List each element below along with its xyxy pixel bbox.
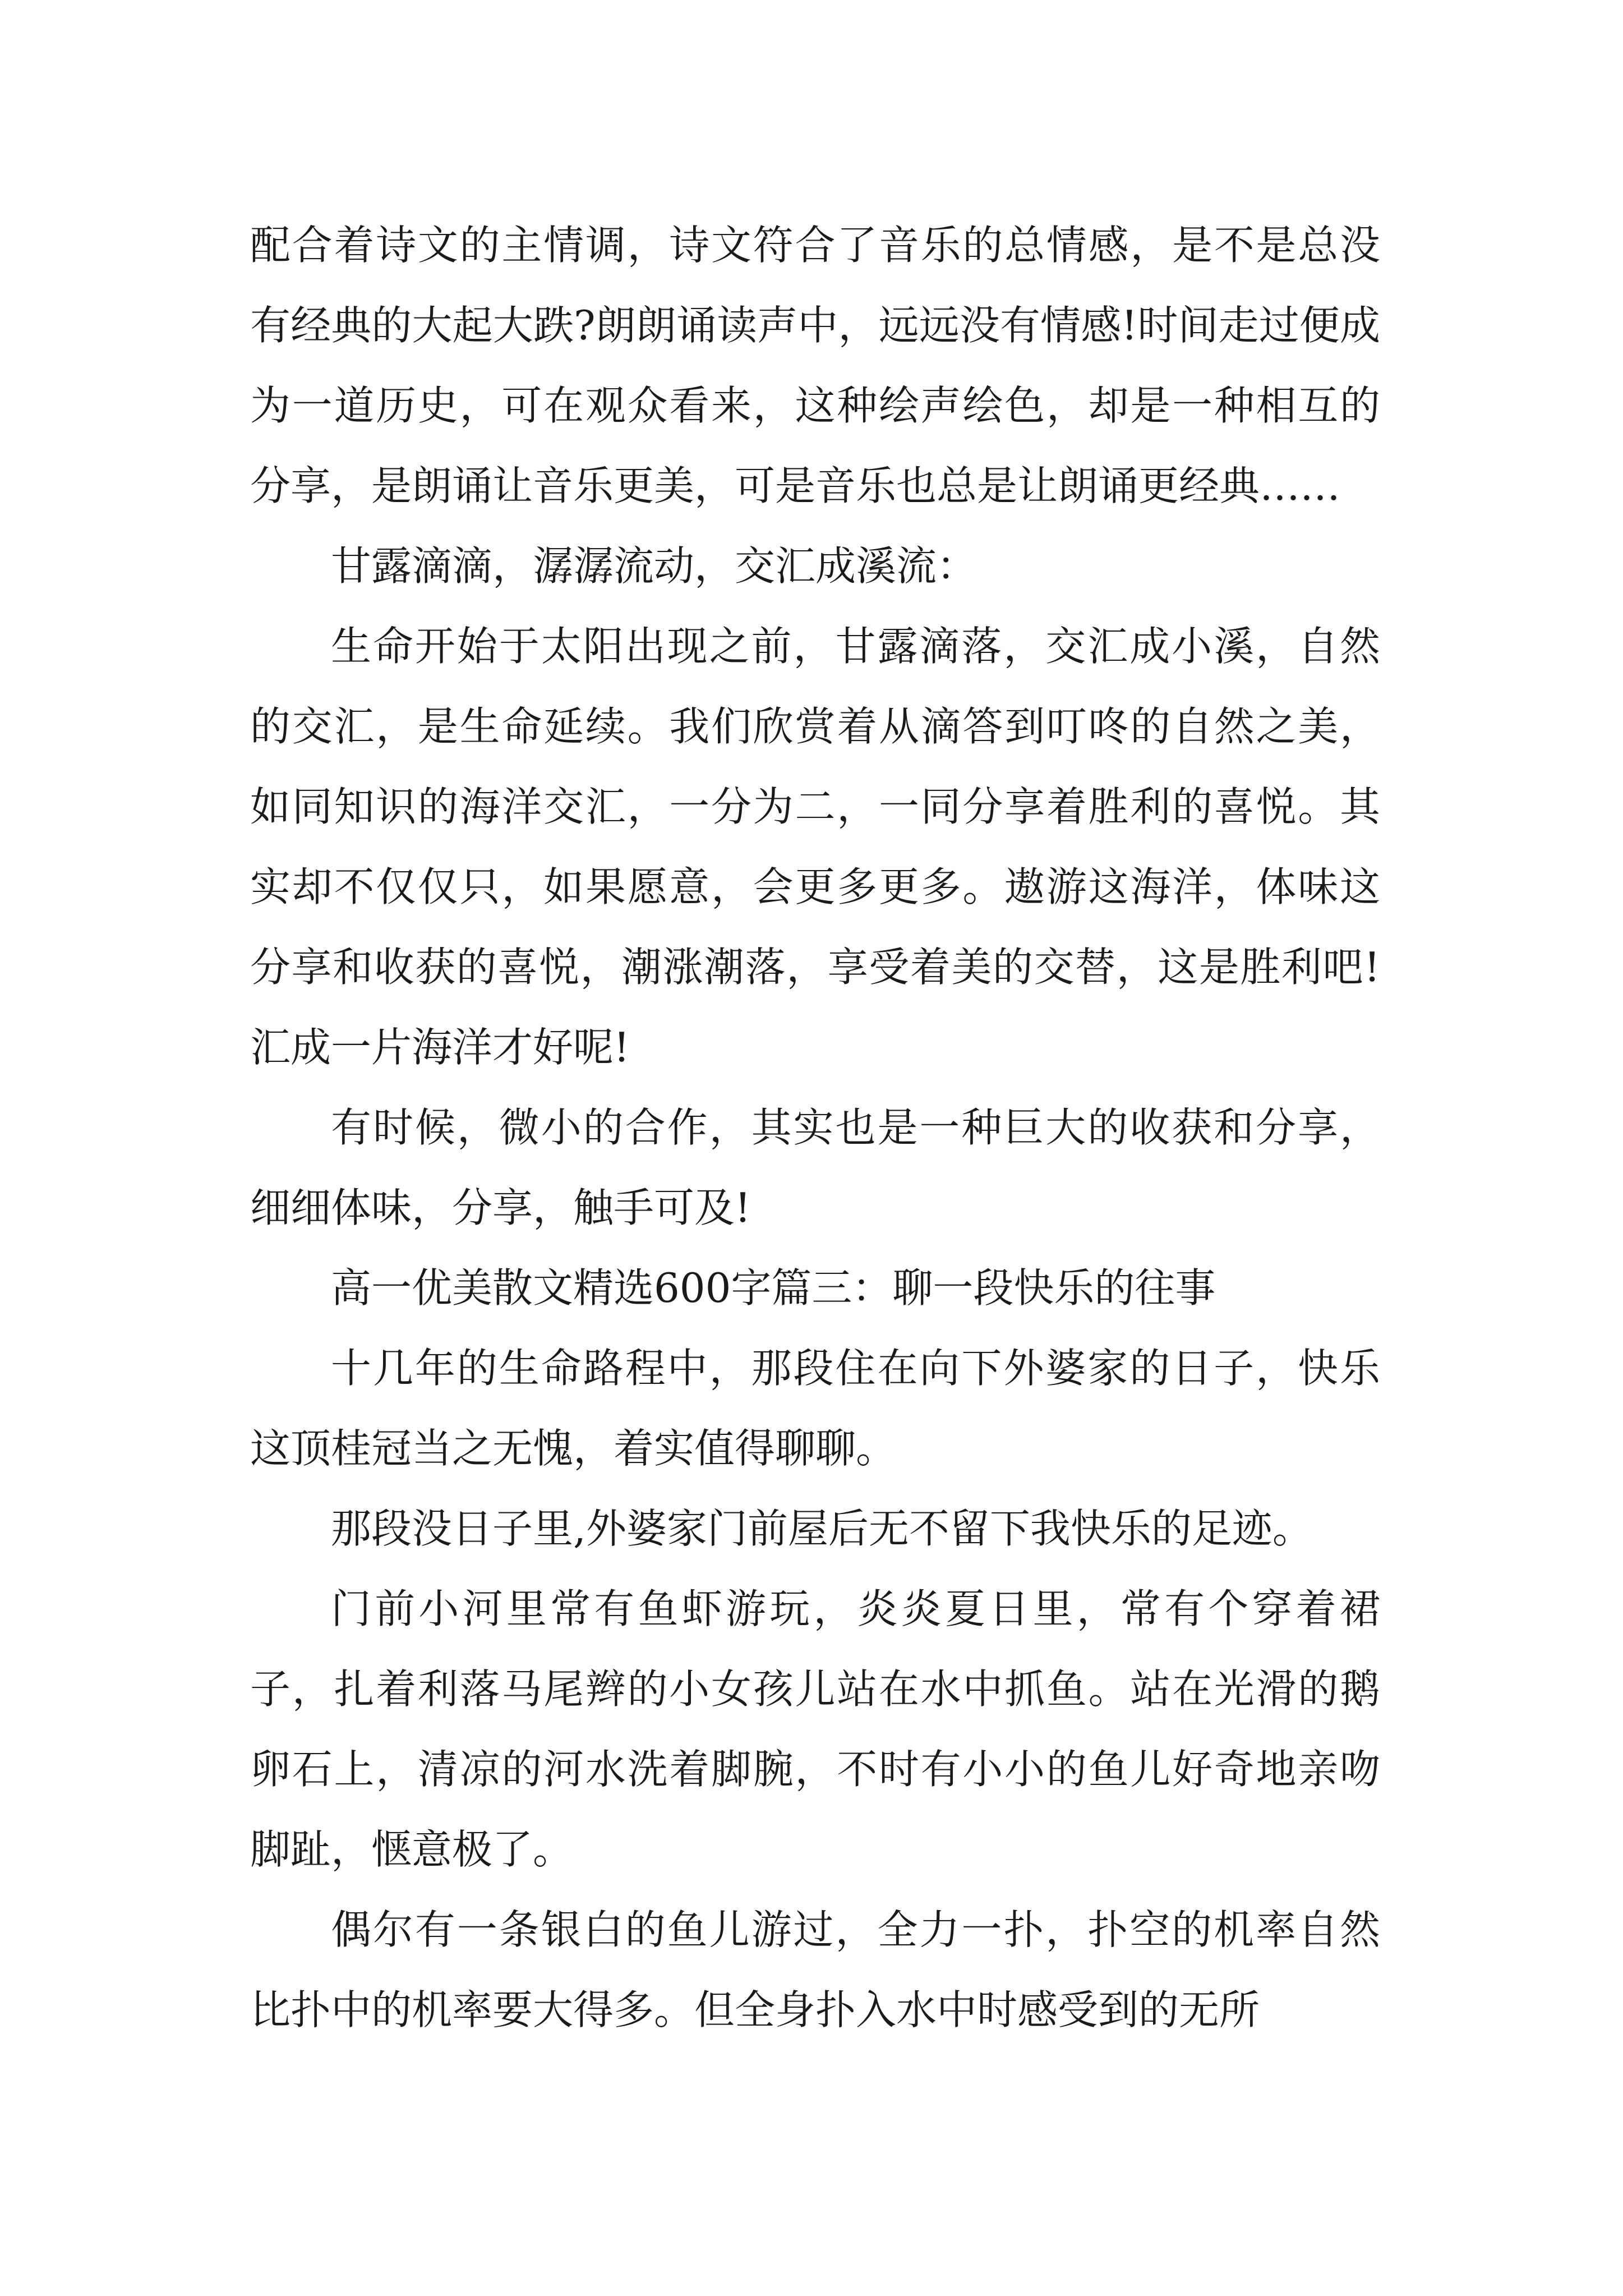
document-body: [250, 205, 1380, 2050]
paragraph: 那段没日子里,外婆家门前屋后无不留下我快乐的足迹。: [331, 1505, 1313, 1552]
paragraph: 门前小河里常有鱼虾游玩，炎炎夏日里，常有个穿着裙子，扎着利落马尾辫的小女孩儿站在水中抓鱼。站在光滑的鹅卵石上，清凉的河水洗着脚腕，不时有小小的鱼儿好奇地亲吻脚趾，惬意极了。: [250, 1585, 1380, 1873]
paragraph-continuation: 配合着诗文的主情调，诗文符合了音乐的总情感，是不是总没有经典的大起大跌?朗朗诵读声中，远远没有情感!时间走过便成为一道历史，可在观众看来，这种绘声绘色，却是一种相互的分享，是朗诵让音乐更美，可是音乐也总是让朗诵更经典……: [250, 222, 1380, 509]
paragraph: 生命开始于太阳出现之前，甘露滴落，交汇成小溪，自然的交汇，是生命延续。我们欣赏着从滴答到叮咚的自然之美，如同知识的海洋交汇，一分为二，一同分享着胜利的喜悦。其实却不仅仅只，如果愿意，会更多更多。遨游这海洋，体味这分享和收获的喜悦，潮涨潮落，享受着美的交替，这是胜利吧!汇成一片海洋才好呢!: [250, 623, 1380, 1071]
paragraph: 十几年的生命路程中，那段住在向下外婆家的日子，快乐这顶桂冠当之无愧，着实值得聊聊。: [250, 1345, 1380, 1472]
paragraph: 甘露滴滴，潺潺流动，交汇成溪流：: [331, 542, 978, 590]
paragraph: 有时候，微小的合作，其实也是一种巨大的收获和分享，细细体味，分享，触手可及!: [250, 1104, 1380, 1231]
paragraph: 偶尔有一条银白的鱼儿游过，全力一扑，扑空的机率自然比扑中的机率要大得多。但全身扑入水中时感受到的无所: [250, 1906, 1380, 2033]
section-heading: 高一优美散文精选600字篇三：聊一段快乐的往事: [331, 1264, 1216, 1312]
